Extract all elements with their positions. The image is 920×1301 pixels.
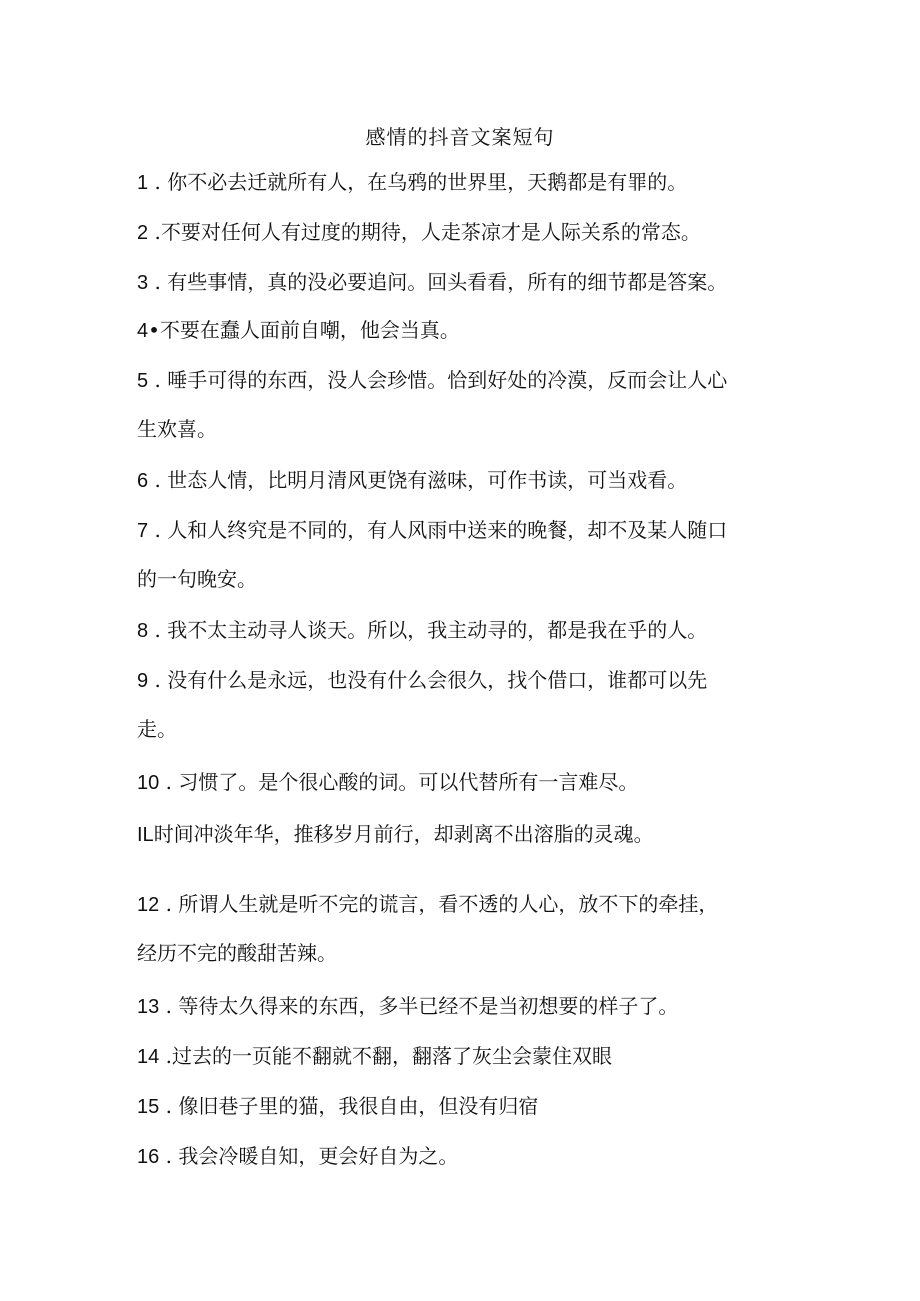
- item-number: 6: [137, 470, 149, 492]
- item-text: 唾手可得的东西，没人会珍惜。恰到好处的冷漠，反而会让人心: [167, 368, 728, 392]
- item-line: [137, 880, 787, 929]
- item-separator: .: [148, 618, 168, 642]
- list-item-4: [137, 306, 787, 355]
- item-line: [137, 506, 787, 555]
- item-number: 3: [137, 272, 149, 294]
- list-item-11: [137, 810, 787, 859]
- list-item-1: [137, 158, 787, 207]
- item-separator: .: [148, 518, 168, 542]
- item-number: 2: [137, 222, 149, 244]
- item-text: 有些事情，真的没必要追问。回头看看，所有的细节都是答案。: [167, 270, 728, 294]
- item-text-continued: 的一句晚安。: [137, 567, 257, 591]
- list-item-10: [137, 758, 787, 807]
- document-title: 感情的抖音文案短句: [365, 125, 555, 149]
- item-separator: .: [148, 468, 168, 492]
- item-separator: .: [159, 1144, 179, 1168]
- item-text: 时间冲淡年华，推移岁月前行，却剥离不出溶脂的灵魂。: [153, 822, 654, 846]
- item-separator: .: [159, 770, 179, 794]
- item-text-continued: 生欢喜。: [137, 417, 217, 441]
- item-number: 15: [137, 1096, 160, 1118]
- item-separator: .: [148, 220, 161, 244]
- item-number: 9: [137, 670, 149, 692]
- list-item-8: [137, 606, 787, 655]
- item-text: 人和人终究是不同的，有人风雨中送来的晚餐，却不及某人随口: [167, 518, 728, 542]
- list-item-12: [137, 880, 787, 977]
- item-text: 习惯了。是个很心酸的词。可以代替所有一言难尽。: [178, 770, 639, 794]
- item-text: 等待太久得来的东西，多半已经不是当初想要的样子了。: [178, 994, 679, 1018]
- item-separator: .: [159, 1044, 172, 1068]
- list-item-5: [137, 356, 787, 453]
- item-number: 8: [137, 620, 149, 642]
- item-text: 不要对任何人有过度的期待，人走茶凉才是人际关系的常态。: [160, 220, 701, 244]
- item-number: 14: [137, 1046, 160, 1068]
- list-item-6: [137, 456, 787, 505]
- item-text: 没有什么是永远，也没有什么会很久，找个借口，谁都可以先: [167, 668, 708, 692]
- item-text: 你不必去迁就所有人，在乌鸦的世界里，天鹅都是有罪的。: [167, 170, 688, 194]
- item-separator: .: [159, 892, 179, 916]
- list-item-2: [137, 208, 787, 257]
- item-text: 过去的一页能不翻就不翻，翻落了灰尘会蒙住双眼: [171, 1044, 612, 1068]
- item-number: 12: [137, 894, 160, 916]
- item-separator: .: [148, 270, 168, 294]
- item-number: IL: [137, 824, 154, 846]
- item-separator: •: [148, 318, 160, 342]
- item-number: 16: [137, 1146, 160, 1168]
- item-separator: .: [159, 1094, 179, 1118]
- item-line: [137, 656, 787, 705]
- list-item-7: [137, 506, 787, 603]
- list-item-16: [137, 1132, 787, 1181]
- item-text: 我不太主动寻人谈天。所以，我主动寻的，都是我在乎的人。: [167, 618, 708, 642]
- item-text-continued: 走。: [137, 717, 177, 741]
- item-text: 我会冷暖自知，更会好自为之。: [178, 1144, 459, 1168]
- item-number: 7: [137, 520, 149, 542]
- item-number: 1: [137, 172, 149, 194]
- item-text: 不要在蠢人面前自嘲，他会当真。: [159, 318, 460, 342]
- item-number: 5: [137, 370, 149, 392]
- item-line: [137, 356, 787, 405]
- item-number: 10: [137, 772, 160, 794]
- item-separator: .: [148, 668, 168, 692]
- item-separator: .: [148, 368, 168, 392]
- item-text-continued: 经历不完的酸甜苦辣。: [137, 941, 337, 965]
- item-number: 13: [137, 996, 160, 1018]
- item-text: 所谓人生就是听不完的谎言，看不透的人心，放不下的牵挂，: [178, 892, 719, 916]
- list-item-15: [137, 1082, 787, 1131]
- item-separator: .: [148, 170, 168, 194]
- list-item-14: [137, 1032, 787, 1081]
- item-text: 像旧巷子里的猫，我很自由，但没有归宿: [178, 1094, 539, 1118]
- list-item-3: [137, 258, 787, 307]
- item-separator: .: [159, 994, 179, 1018]
- list-item-13: [137, 982, 787, 1031]
- item-number: 4: [137, 320, 149, 342]
- list-item-9: [137, 656, 787, 753]
- item-text: 世态人情，比明月清风更饶有滋味，可作书读，可当戏看。: [167, 468, 688, 492]
